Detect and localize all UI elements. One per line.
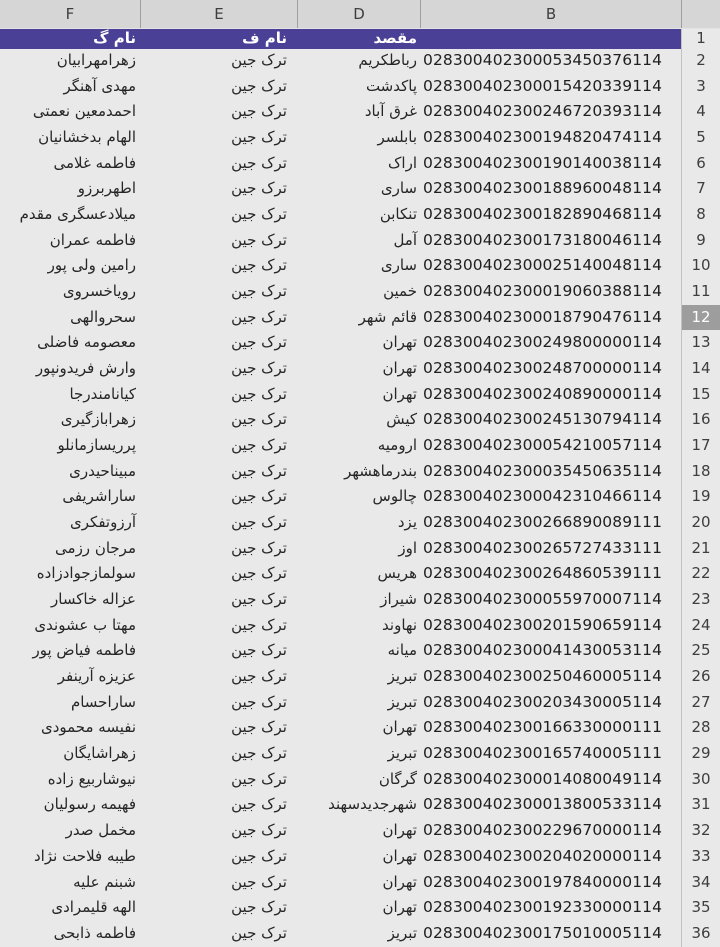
cell-destination[interactable]: نهاوند	[382, 615, 417, 634]
cell-destination[interactable]: رباطکریم	[358, 51, 417, 69]
cell-name-f[interactable]: ترک جین	[231, 102, 287, 121]
cell-destination[interactable]: پاکدشت	[365, 76, 417, 95]
cell-tracking-code[interactable]: 028300402300248700000114	[423, 359, 663, 378]
cell-name-g[interactable]: فاطمه غلامی	[53, 153, 136, 172]
cell-tracking-code[interactable]: 028300402300035450635114	[423, 461, 663, 480]
cell-name-f[interactable]: ترک جین	[231, 461, 287, 480]
table-row	[0, 99, 720, 125]
cell-destination[interactable]: کیش	[386, 410, 417, 429]
cell-name-f[interactable]: ترک جین	[231, 179, 287, 198]
cell-name-g[interactable]: رویاخسروی	[62, 282, 136, 301]
row-number[interactable]: 21	[681, 536, 720, 563]
table-row	[0, 792, 720, 818]
row-number[interactable]: 9	[681, 228, 720, 255]
table-row	[0, 613, 720, 639]
cell-name-f[interactable]: ترک جین	[231, 51, 287, 69]
header-cell-b-empty[interactable]	[420, 29, 681, 49]
cell-name-f[interactable]: ترک جین	[231, 615, 287, 634]
cell-name-f[interactable]: ترک جین	[231, 564, 287, 583]
cell-name-g[interactable]: عزیزه آرینفر	[57, 667, 136, 686]
row-number[interactable]: 25	[681, 638, 720, 665]
table-row	[0, 125, 720, 151]
cell-name-f[interactable]: ترک جین	[231, 923, 287, 942]
table-row	[0, 407, 720, 433]
table-row	[0, 484, 720, 510]
cell-name-f[interactable]: ترک جین	[231, 333, 287, 352]
table-header-row	[0, 29, 720, 48]
cell-tracking-code[interactable]: 028300402300264860539111	[423, 564, 663, 583]
cell-name-f[interactable]: ترک جین	[231, 898, 287, 917]
row-number[interactable]: 5	[681, 125, 720, 152]
cell-name-f[interactable]: ترک جین	[231, 230, 287, 249]
cell-tracking-code[interactable]: 028300402300175010005114	[423, 923, 663, 942]
cell-tracking-code[interactable]: 028300402300182890468114	[423, 205, 663, 224]
cell-tracking-code[interactable]: 028300402300250460005114	[423, 667, 663, 686]
table-row	[0, 459, 720, 485]
cell-destination[interactable]: تنکابن	[379, 205, 417, 224]
table-row	[0, 279, 720, 305]
cell-destination[interactable]: تهران	[382, 384, 417, 403]
cell-name-g[interactable]: میلادعسگری مقدم	[19, 205, 136, 224]
row-number[interactable]: 19	[681, 484, 720, 511]
cell-name-g[interactable]: پرریسازمانلو	[57, 436, 136, 455]
row-number[interactable]: 20	[681, 510, 720, 537]
cell-name-g[interactable]: فاطمه ذابحی	[53, 923, 136, 942]
row-number[interactable]: 35	[681, 895, 720, 922]
cell-name-f[interactable]: ترک جین	[231, 769, 287, 788]
row-number[interactable]: 11	[681, 279, 720, 306]
row-number[interactable]: 22	[681, 561, 720, 588]
table-row	[0, 844, 720, 870]
cell-tracking-code[interactable]: 028300402300197840000114	[423, 872, 663, 891]
table-row	[0, 664, 720, 690]
cell-name-g[interactable]: مبیناحیدری	[69, 461, 136, 480]
cell-name-f[interactable]: ترک جین	[231, 410, 287, 429]
row-number[interactable]: 1	[681, 29, 720, 49]
cell-destination[interactable]: تهران	[382, 898, 417, 917]
row-number[interactable]: 14	[681, 356, 720, 383]
row-number[interactable]: 33	[681, 844, 720, 871]
table-row	[0, 382, 720, 408]
row-number[interactable]: 36	[681, 921, 720, 947]
row-number[interactable]: 8	[681, 202, 720, 229]
column-header-b[interactable]: B	[420, 0, 681, 28]
cell-name-f[interactable]: ترک جین	[231, 153, 287, 172]
cell-tracking-code[interactable]: 028300402300229670000114	[423, 821, 663, 840]
cell-name-f[interactable]: ترک جین	[231, 590, 287, 609]
cell-destination[interactable]: بندرماهشهر	[344, 461, 417, 480]
cell-destination[interactable]: ساری	[380, 179, 417, 198]
cell-name-g[interactable]: مهتا ب عشوندی	[34, 615, 136, 634]
cell-name-g[interactable]: نیوشاربیع زاده	[47, 769, 136, 788]
cell-tracking-code[interactable]: 028300402300165740005111	[423, 744, 663, 763]
cell-destination[interactable]: تبریز	[387, 667, 417, 686]
cell-name-g[interactable]: معصومه فاضلی	[37, 333, 136, 352]
cell-name-g[interactable]: احمدمعین نعمتی	[32, 102, 136, 121]
column-header-f[interactable]: F	[65, 5, 75, 23]
row-number[interactable]: 12	[681, 305, 720, 332]
table-row	[0, 74, 720, 100]
table-row	[0, 741, 720, 767]
cell-destination[interactable]: تهران	[382, 359, 417, 378]
cell-name-g[interactable]: ساراشریفی	[62, 487, 136, 506]
table-row	[0, 176, 720, 202]
cell-tracking-code[interactable]: 028300402300013800533114	[423, 795, 663, 814]
row-number[interactable]: 10	[681, 253, 720, 280]
table-row	[0, 433, 720, 459]
cell-tracking-code[interactable]: 028300402300053450376114	[423, 51, 663, 69]
cell-name-f[interactable]: ترک جین	[231, 667, 287, 686]
cell-name-f[interactable]: ترک جین	[231, 821, 287, 840]
cell-name-g[interactable]: اطهربرزو	[77, 179, 136, 198]
cell-name-f[interactable]: ترک جین	[231, 795, 287, 814]
cell-name-f[interactable]: ترک جین	[231, 718, 287, 737]
header-cell-destination[interactable]: مقصد	[297, 29, 420, 49]
cell-tracking-code[interactable]: 028300402300240890000114	[423, 384, 663, 403]
cell-name-g[interactable]: وارش فریدونپور	[35, 359, 136, 378]
row-header-corner[interactable]	[681, 0, 720, 28]
cell-name-g[interactable]: نفیسه محمودی	[40, 718, 136, 737]
column-header-strip	[0, 0, 720, 29]
cell-name-f[interactable]: ترک جین	[231, 384, 287, 403]
row-number[interactable]: 30	[681, 767, 720, 794]
cell-tracking-code[interactable]: 028300402300201590659114	[423, 615, 663, 634]
column-header-d[interactable]: D	[297, 0, 420, 28]
cell-destination[interactable]: تهران	[382, 872, 417, 891]
cell-name-g[interactable]: مهدی آهنگر	[63, 76, 136, 95]
cell-name-g[interactable]: شبنم علیه	[73, 872, 136, 891]
cell-name-f[interactable]: ترک جین	[231, 487, 287, 506]
cell-tracking-code[interactable]: 028300402300014080049114	[423, 769, 663, 788]
cell-destination[interactable]: خمین	[383, 282, 417, 301]
cell-name-f[interactable]: ترک جین	[231, 359, 287, 378]
cell-name-g[interactable]: عزاله خاکسار	[51, 590, 136, 609]
sheet-body	[0, 48, 720, 947]
cell-tracking-code[interactable]: 028300402300025140048114	[423, 256, 663, 275]
cell-tracking-code[interactable]: 028300402300203430005114	[423, 692, 663, 711]
cell-name-g[interactable]: رامین ولی پور	[47, 256, 136, 275]
row-number[interactable]: 27	[681, 690, 720, 717]
table-row	[0, 921, 720, 947]
row-number[interactable]: 3	[681, 74, 720, 101]
cell-name-g[interactable]: فهیمه رسولیان	[43, 795, 136, 814]
cell-destination[interactable]: شهرجدیدسهند	[328, 795, 417, 814]
cell-destination[interactable]: ارومیه	[377, 436, 417, 455]
cell-name-g[interactable]: کیانامندرجا	[69, 384, 136, 403]
cell-name-f[interactable]: ترک جین	[231, 282, 287, 301]
cell-name-g[interactable]: سولمازجوادزاده	[36, 564, 136, 583]
cell-name-g[interactable]: ساراحسام	[70, 692, 136, 711]
row-number[interactable]: 17	[681, 433, 720, 460]
cell-tracking-code[interactable]: 028300402300173180046114	[423, 230, 663, 249]
cell-destination[interactable]: اوز	[398, 538, 417, 557]
cell-name-g[interactable]: الهام بدخشانیان	[38, 128, 136, 147]
table-row	[0, 356, 720, 382]
row-number[interactable]: 32	[681, 818, 720, 845]
row-number[interactable]: 28	[681, 715, 720, 742]
row-number[interactable]: 16	[681, 407, 720, 434]
table-row	[0, 690, 720, 716]
cell-destination[interactable]: تبریز	[387, 692, 417, 711]
row-number[interactable]: 7	[681, 176, 720, 203]
cell-destination[interactable]: بابلسر	[377, 128, 417, 147]
cell-destination[interactable]: غرق آباد	[364, 102, 417, 121]
cell-tracking-code[interactable]: 028300402300055970007114	[423, 590, 663, 609]
table-row	[0, 151, 720, 177]
cell-destination[interactable]: تهران	[382, 846, 417, 865]
cell-tracking-code[interactable]: 028300402300249800000114	[423, 333, 663, 352]
table-row	[0, 305, 720, 331]
cell-name-g[interactable]: سحروالهی	[70, 307, 136, 326]
cell-destination[interactable]: یزد	[397, 513, 417, 532]
cell-name-g[interactable]: مخمل صدر	[65, 821, 136, 840]
row-number[interactable]: 15	[681, 382, 720, 409]
table-row	[0, 48, 720, 74]
cell-tracking-code[interactable]: 028300402300246720393114	[423, 102, 663, 121]
cell-tracking-code[interactable]: 028300402300041430053114	[423, 641, 663, 660]
table-row	[0, 638, 720, 664]
table-row	[0, 561, 720, 587]
cell-name-f[interactable]: ترک جین	[231, 538, 287, 557]
cell-name-g[interactable]: الهه قلیمرادی	[51, 898, 136, 917]
cell-tracking-code[interactable]: 028300402300042310466114	[423, 487, 663, 506]
cell-destination[interactable]: میانه	[387, 641, 417, 660]
row-number[interactable]: 4	[681, 99, 720, 126]
cell-name-g[interactable]: فاطمه عمران	[49, 230, 136, 249]
cell-tracking-code[interactable]: 028300402300266890089111	[423, 513, 663, 532]
cell-destination[interactable]: تهران	[382, 718, 417, 737]
table-row	[0, 253, 720, 279]
cell-name-g[interactable]: فاطمه فیاض پور	[32, 641, 136, 660]
cell-name-f[interactable]: ترک جین	[231, 692, 287, 711]
cell-name-g[interactable]: زهرابازگیری	[60, 410, 136, 429]
row-number[interactable]: 13	[681, 330, 720, 357]
row-number[interactable]: 18	[681, 459, 720, 486]
cell-tracking-code[interactable]: 028300402300190140038114	[423, 153, 663, 172]
cell-destination[interactable]: هریس	[377, 564, 417, 583]
cell-tracking-code[interactable]: 028300402300015420339114	[423, 76, 663, 95]
cell-tracking-code[interactable]: 028300402300265727433111	[423, 538, 663, 557]
cell-destination[interactable]: اراک	[387, 153, 417, 172]
cell-destination[interactable]: قائم شهر	[358, 307, 417, 326]
cell-tracking-code[interactable]: 028300402300245130794114	[423, 410, 663, 429]
cell-destination[interactable]: تهران	[382, 333, 417, 352]
cell-name-f[interactable]: ترک جین	[231, 872, 287, 891]
cell-destination[interactable]: ساری	[380, 256, 417, 275]
table-row	[0, 536, 720, 562]
cell-name-f[interactable]: ترک جین	[231, 256, 287, 275]
cell-destination[interactable]: چالوس	[372, 487, 417, 506]
table-row	[0, 510, 720, 536]
cell-name-g[interactable]: زهراشایگان	[63, 744, 136, 763]
row-number[interactable]: 6	[681, 151, 720, 178]
table-row	[0, 895, 720, 921]
table-row	[0, 715, 720, 741]
column-header-e[interactable]: E	[140, 0, 297, 28]
cell-destination[interactable]: گرگان	[378, 769, 417, 788]
table-row	[0, 228, 720, 254]
table-row	[0, 767, 720, 793]
table-row	[0, 587, 720, 613]
cell-name-f[interactable]: ترک جین	[231, 128, 287, 147]
cell-tracking-code[interactable]: 028300402300194820474114	[423, 128, 663, 147]
cell-name-f[interactable]: ترک جین	[231, 744, 287, 763]
cell-name-f[interactable]: ترک جین	[231, 76, 287, 95]
table-row	[0, 202, 720, 228]
cell-name-g[interactable]: طیبه فلاحت نژاد	[34, 846, 136, 865]
header-cell-name-g[interactable]: نام گ	[0, 29, 140, 49]
cell-destination[interactable]: شیراز	[380, 590, 417, 609]
row-number[interactable]: 26	[681, 664, 720, 691]
cell-name-g[interactable]: زهرامهرابیان	[56, 51, 136, 69]
cell-name-f[interactable]: ترک جین	[231, 205, 287, 224]
cell-destination[interactable]: تبریز	[387, 923, 417, 942]
row-number[interactable]: 24	[681, 613, 720, 640]
cell-tracking-code[interactable]: 028300402300192330000114	[423, 898, 663, 917]
cell-tracking-code[interactable]: 028300402300188960048114	[423, 179, 663, 198]
cell-name-f[interactable]: ترک جین	[231, 846, 287, 865]
cell-tracking-code[interactable]: 028300402300018790476114	[423, 307, 663, 326]
cell-name-f[interactable]: ترک جین	[231, 513, 287, 532]
cell-destination[interactable]: تهران	[382, 821, 417, 840]
cell-name-f[interactable]: ترک جین	[231, 307, 287, 326]
header-cell-name-f[interactable]: نام ف	[140, 29, 297, 49]
row-number[interactable]: 2	[681, 48, 720, 75]
table-row	[0, 330, 720, 356]
table-row	[0, 818, 720, 844]
cell-name-f[interactable]: ترک جین	[231, 641, 287, 660]
cell-name-g[interactable]: آرزوتفکری	[70, 513, 136, 532]
row-number[interactable]: 34	[681, 870, 720, 897]
row-number[interactable]: 23	[681, 587, 720, 614]
row-number[interactable]: 31	[681, 792, 720, 819]
cell-tracking-code[interactable]: 028300402300019060388114	[423, 282, 663, 301]
row-number[interactable]: 29	[681, 741, 720, 768]
cell-tracking-code[interactable]: 028300402300204020000114	[423, 846, 663, 865]
cell-name-g[interactable]: مرجان رزمی	[55, 538, 136, 557]
cell-tracking-code[interactable]: 028300402300054210057114	[423, 436, 663, 455]
cell-destination[interactable]: تبریز	[387, 744, 417, 763]
cell-name-f[interactable]: ترک جین	[231, 436, 287, 455]
table-row	[0, 870, 720, 896]
cell-destination[interactable]: آمل	[393, 230, 417, 249]
cell-tracking-code[interactable]: 028300402300166330000111	[423, 718, 663, 737]
